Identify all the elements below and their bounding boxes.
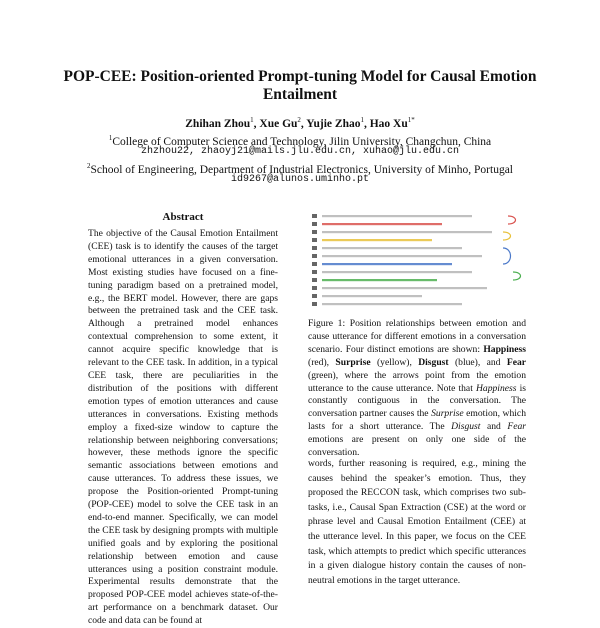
utterance-line [322, 303, 462, 305]
speaker-marker [312, 278, 317, 282]
author-sup: 1* [407, 116, 415, 124]
author-name: Zhihan Zhou [185, 117, 251, 130]
caption-segment: emotions are present on only one side of the conversation. [308, 434, 526, 459]
utterance-line [322, 255, 482, 257]
utterance-line [322, 271, 472, 273]
caption-segment: Fear [507, 421, 527, 433]
author-name: Xue Gu [259, 117, 298, 130]
utterance-line [322, 287, 487, 289]
caption-segment: (blue), and [448, 356, 507, 368]
caption-segment: and [480, 421, 508, 433]
author-sup: 2 [297, 116, 301, 124]
utterance-line [322, 263, 452, 265]
speaker-marker [312, 270, 317, 274]
author-sup: 1 [360, 116, 364, 124]
right-column-body: words, further reasoning is required, e.g., mining the causes behind the speaker’s emotion. Thus, they proposed the RECCON task, which comprises two sub-tasks, i.e., Causal Span Extraction (CSE) at the word or phrase level and Causal Emotion Entailment (CEE) at the utterance level. In this paper, we focus on the CEE task, which attempts to predict which specific utterances in a given dialogue history contain the causes of non-neutral emotions in the target utterance. [308, 458, 526, 586]
figure-1-dialogue-diagram [308, 208, 526, 308]
affiliation-2-sup: 2 [86, 162, 91, 170]
utterance-line [322, 239, 432, 241]
author-name: Hao Xu [369, 117, 408, 130]
author-sup: 1 [250, 116, 254, 124]
caption-segment: Fear [506, 356, 527, 368]
figure-dialogue-rows [312, 214, 521, 306]
caption-segment: Happiness [475, 382, 517, 394]
author-list: Zhihan Zhou$^1$, Xue Gu$^2$, Yujie Zhao$^1$, Hao $Xu^{1*}$ [185, 116, 415, 130]
caption-segment: Surprise [335, 356, 371, 368]
cause-arrow [503, 232, 511, 240]
caption-segment: Disgust [451, 421, 481, 433]
affiliation-1-sup: 1 [108, 134, 113, 142]
speaker-marker [312, 230, 317, 234]
abstract-body: The objective of the Causal Emotion Entailment (CEE) task is to identify the causes of the target emotional utterances in a given conversation. Most existing studies have focused on a fine-tuning paradigm based on a pretrained model, e.g., the BERT model. However, there are gaps between the pretrained task and the CEE task. Although a pretrained model enhances contextual comprehension to some extent, it cannot acquire specific knowledge that is relevant to the CEE task. In addition, in a typical CEE task, there are peculiarities in the distribution of the positions with different emotion types of emotion utterances and cause utterances in conversations. Existing methods employ a fixed-size window to capture the relationship between neighboring conversations; however, these methods ignore the specific semantic associations between emotions and cause utterances. To address these issues, we propose the Position-oriented Prompt-tuning (POP-CEE) model to solve the CEE task in an end-to-end manner. Specifically, we can model the CEE task by designing prompts with multiple unified goals and by exploring the positional relationship between emotion and cause utterances using a position constraint module. Experimental results demonstrate that the proposed POP-CEE model achieves state-of-the-art performance on a benchmark dataset. Our code and data can be found at [88, 228, 278, 627]
affiliation-2-text: School of Engineering, Department of Industrial Electronics, University of Minho, Portugal [90, 163, 514, 176]
speaker-marker [312, 302, 317, 306]
utterance-line [322, 279, 437, 281]
utterance-line [322, 215, 472, 217]
figure-1-image [308, 208, 526, 308]
paper-title: POP-CEE: Position-oriented Prompt-tuning Model for Causal Emotion Entailment [63, 68, 537, 103]
caption-segment: Happiness [483, 343, 526, 355]
speaker-marker [312, 262, 317, 266]
cause-arrow [513, 272, 521, 280]
speaker-marker [312, 254, 317, 258]
emails-1: zhzhou22, zhaoyj21@mails.jlu.edu.cn, xuhao@jlu.edu.cn [140, 146, 460, 157]
speaker-marker [312, 214, 317, 218]
caption-segment: Figure 1: Position relationships between emotion and cause utterance for different emotions in a conversation scenario. Four distinct emotions are shown: [308, 318, 526, 355]
emails-2: id9267@alunos.uminho.pt [230, 174, 370, 185]
speaker-marker [312, 294, 317, 298]
caption-segment: (red), [308, 356, 336, 368]
caption-segment: is constantly contiguous in the conversation. The conversation partner causes the [308, 382, 526, 420]
abstract-heading: Abstract [162, 211, 204, 223]
speaker-marker [312, 246, 317, 250]
speaker-marker [312, 222, 317, 226]
figure-1-caption [308, 318, 526, 460]
caption-segment: emotion, which lasts for a short utterance. The [308, 408, 526, 433]
cause-arrow [503, 248, 511, 264]
utterance-line [322, 231, 492, 233]
caption-segment: Surprise [431, 408, 464, 420]
cause-arrow [508, 216, 516, 224]
caption-segment: (yellow), [370, 356, 419, 368]
utterance-line [322, 295, 422, 297]
affiliation-1-text: College of Computer Science and Technology, Jilin University, Changchun, China [112, 135, 492, 148]
utterance-line [322, 223, 442, 225]
speaker-marker [312, 238, 317, 242]
caption-segment: Disgust [418, 356, 449, 368]
speaker-marker [312, 286, 317, 290]
author-name: Yujie Zhao [306, 117, 361, 130]
utterance-line [322, 247, 462, 249]
caption-segment: (green), where the arrows point from the emotion utterance to the cause utterance. Note that [308, 369, 526, 394]
